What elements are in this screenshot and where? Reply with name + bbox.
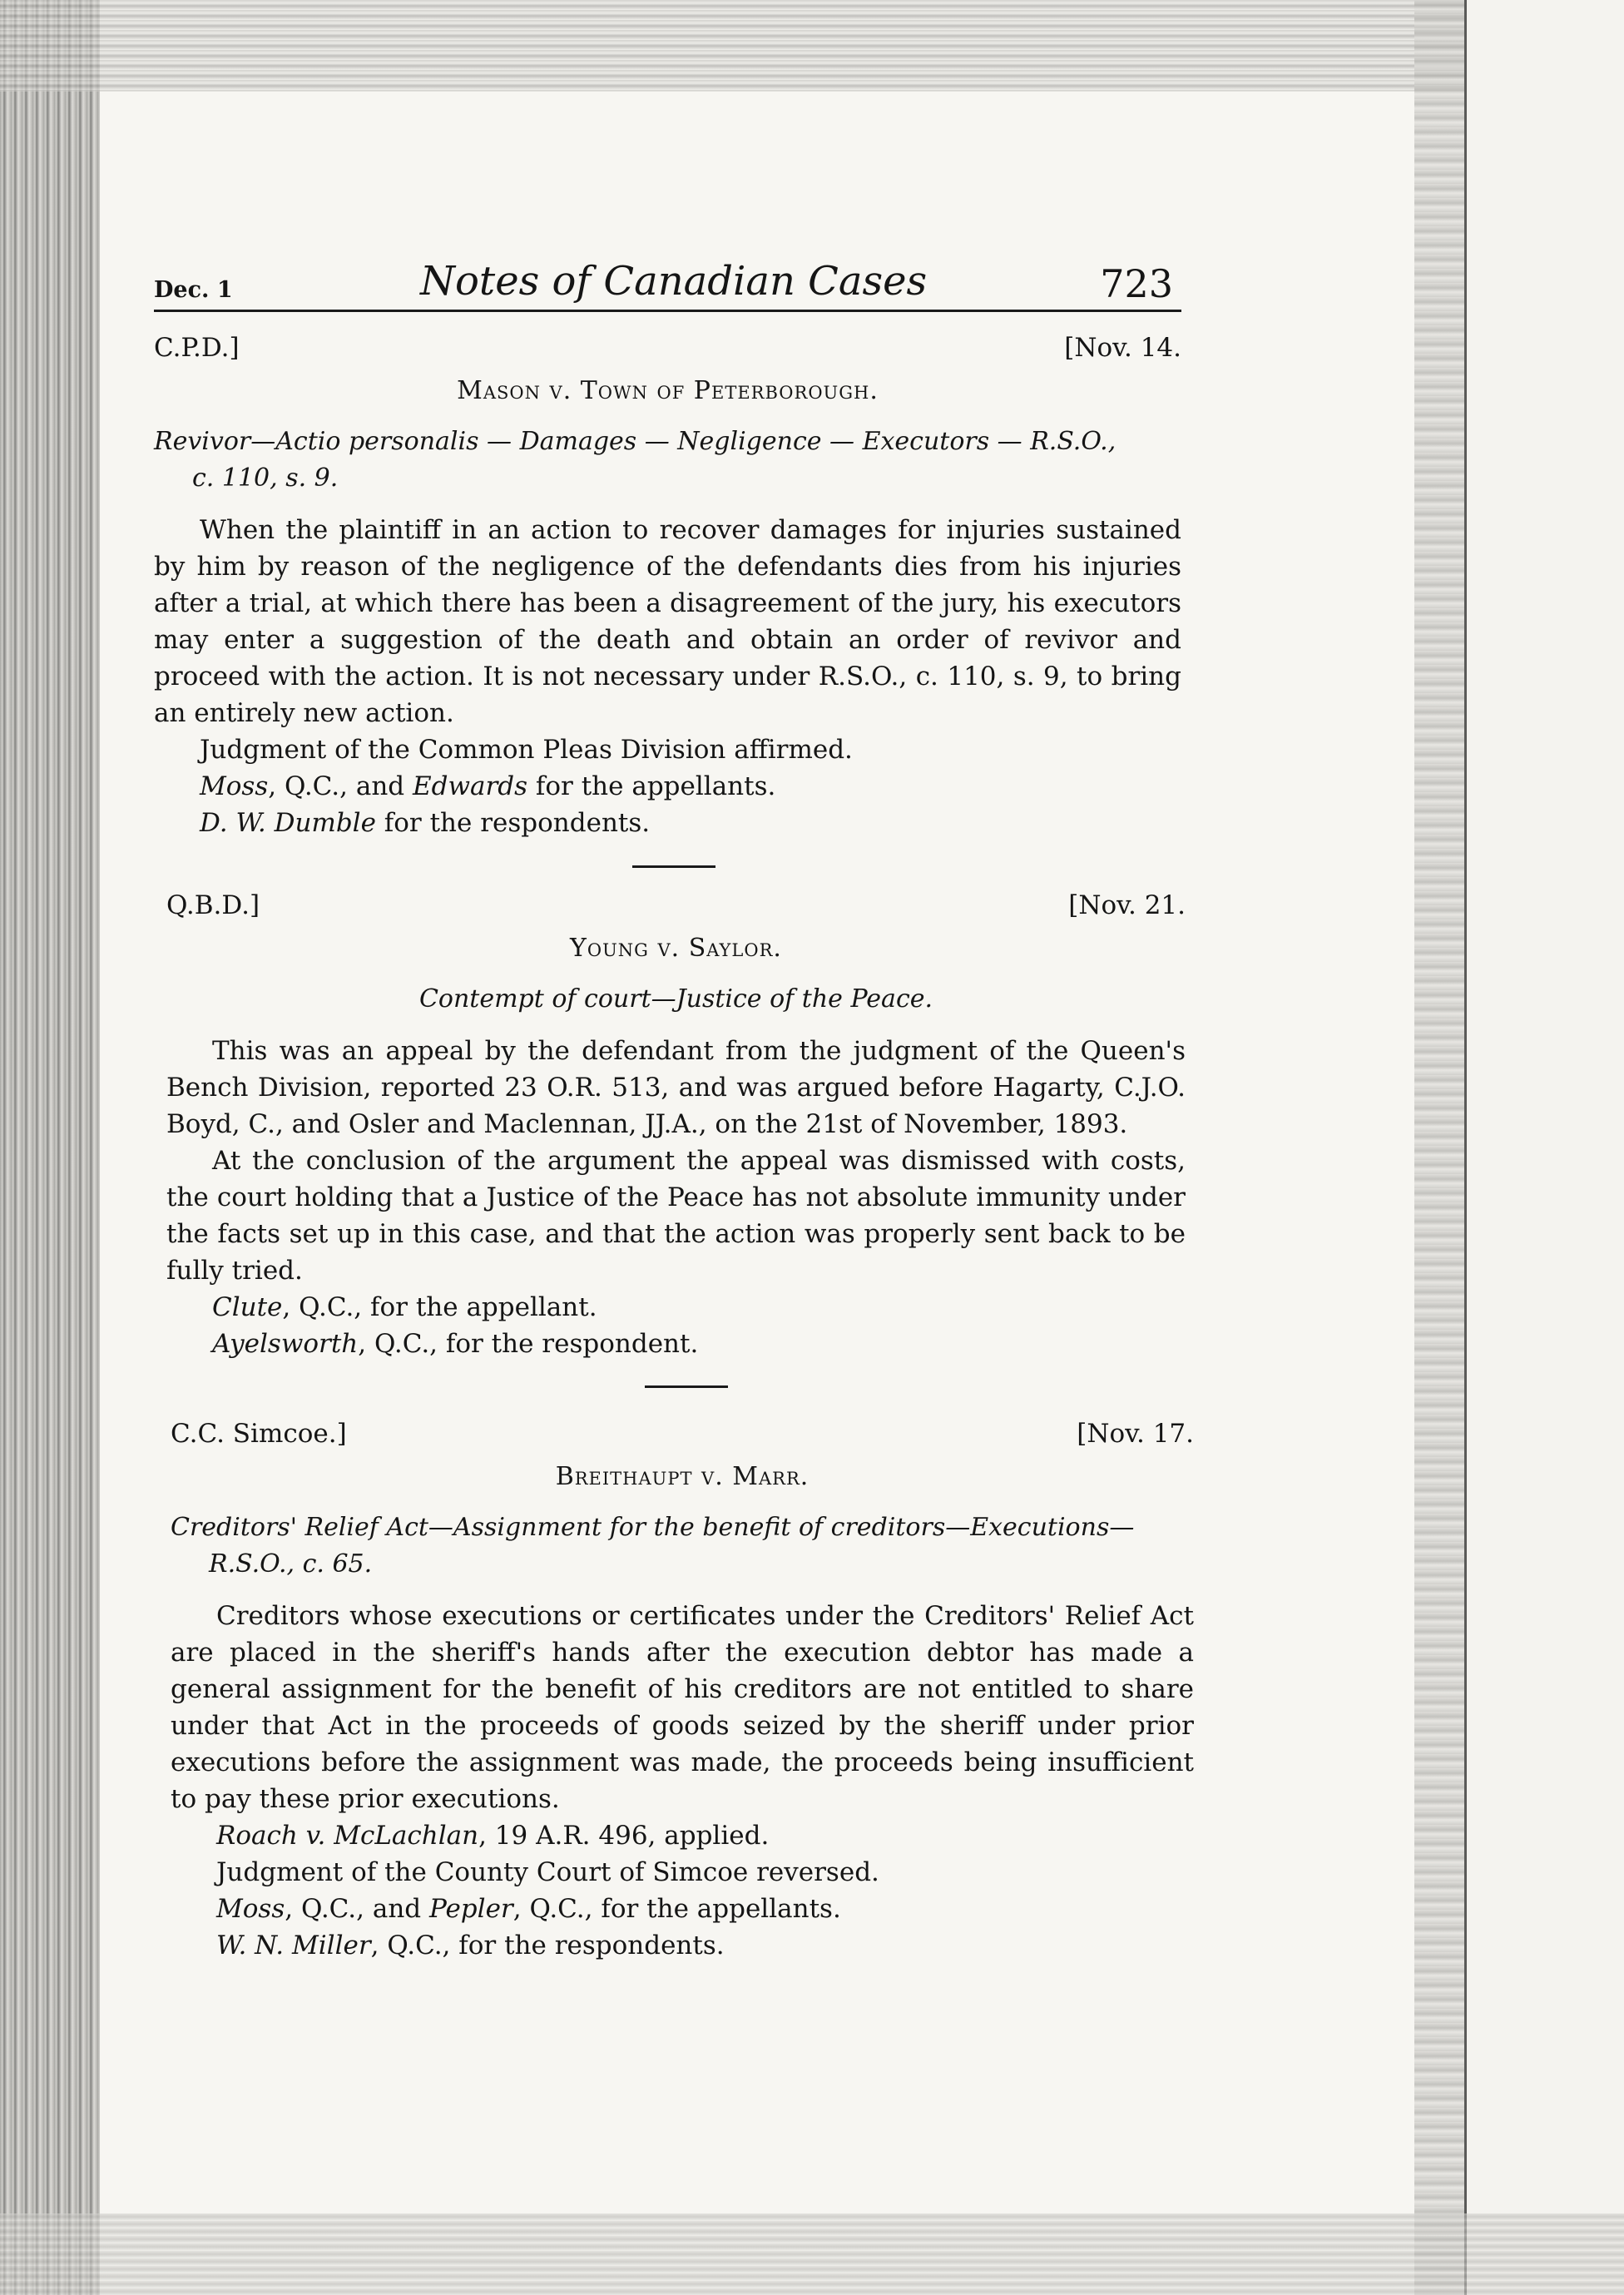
case-date: [Nov. 17. (1077, 1419, 1194, 1449)
case-summary-continued: At the conclusion of the argument the appeal was dismissed with costs, the court holding that a Justice of the Peace has not absolute immunity under the facts set up in this case, and that the action was properly sent back to be fully tried. (166, 1146, 1186, 1286)
counsel-text: , Q.C., for the respondents. (370, 1931, 725, 1960)
court-name: C.P.D.] (154, 333, 240, 363)
counsel-name: Edwards (413, 771, 528, 801)
scan-border-right (1414, 0, 1464, 2295)
counsel-text: , Q.C., for the respondent. (358, 1329, 699, 1359)
counsel-name: Moss (200, 771, 269, 801)
counsel-appellants (171, 1891, 1194, 1927)
counsel-name: D. W. Dumble (200, 808, 376, 838)
case-date: [Nov. 21. (1068, 890, 1186, 920)
case-court-line (154, 333, 1181, 371)
case-title: Young v. Saylor. (570, 934, 782, 963)
counsel-name: Moss (216, 1894, 285, 1924)
case-date: [Nov. 14. (1064, 333, 1181, 363)
counsel-appellant (166, 1289, 1186, 1326)
adjacent-page-edge (1464, 0, 1624, 2295)
counsel-name: W. N. Miller (216, 1931, 371, 1960)
counsel-respondents (154, 805, 1181, 841)
counsel-text: , Q.C., and (268, 771, 413, 801)
counsel-text: for the respondents. (375, 808, 651, 838)
headnote-line: Revivor—Actio personalis — Damages — Negligence — Executors — R.S.O., (154, 427, 1116, 456)
case-young-v-saylor (166, 890, 1186, 1362)
counsel-name: Clute (212, 1292, 283, 1322)
counsel-respondents (171, 1927, 1194, 1964)
counsel-name: Ayelsworth (212, 1329, 359, 1359)
counsel-text: , Q.C., for the appellant. (282, 1292, 597, 1322)
header-date: Dec. 1 (154, 277, 233, 303)
section-divider (632, 865, 715, 868)
counsel-text: for the appellants. (527, 771, 776, 801)
case-summary: When the plaintiff in an action to recover damages for injuries sustained by him by reason of the negligence of the defendants dies from his injuries after a trial, at which there has been a disagreement of the jury, his executors may enter a suggestion of the death and obtain an order of revivor and proceed with the action. It is not necessary under R.S.O., c. 110, s. 9, to bring an entirely new action. (154, 515, 1181, 728)
case-court-line (166, 890, 1186, 929)
court-name: Q.B.D.] (166, 890, 260, 920)
scan-border-top (0, 0, 1624, 92)
case-summary: This was an appeal by the defendant from the judgment of the Queen's Bench Division, reported 23 O.R. 513, and was argued before Hagarty, C.J.O. Boyd, C., and Osler and Maclennan, JJ.A., on the 21st of November, 1893. (166, 1036, 1186, 1139)
case-title: Breithaupt v. Marr. (555, 1462, 810, 1491)
authority-name: Roach v. McLachlan (216, 1821, 479, 1851)
case-headnote (154, 424, 1181, 497)
counsel-respondent (166, 1326, 1186, 1362)
case-mason-v-peterborough (154, 333, 1181, 841)
headnote-line: R.S.O., c. 65. (209, 1549, 373, 1579)
case-judgment: Judgment of the Common Pleas Division affirmed. (200, 735, 853, 765)
case-headnote (171, 1509, 1194, 1583)
scan-border-left (0, 0, 100, 2295)
headnote-line: c. 110, s. 9. (192, 463, 339, 493)
counsel-text: , Q.C., for the appellants. (512, 1894, 841, 1924)
court-name: C.C. Simcoe.] (171, 1419, 347, 1449)
case-headnote (166, 981, 1186, 1018)
case-title: Mason v. Town of Peterborough. (457, 376, 879, 405)
case-authority (171, 1817, 1194, 1854)
page-number: 723 (1100, 261, 1173, 306)
case-court-line (171, 1419, 1194, 1457)
counsel-text: , Q.C., and (285, 1894, 429, 1924)
running-header (154, 250, 1181, 312)
scan-border-bottom (0, 2213, 1624, 2295)
authority-text: , 19 A.R. 496, applied. (478, 1821, 770, 1851)
counsel-name: Pepler (429, 1894, 513, 1924)
case-summary: Creditors whose executions or certificates under the Creditors' Relief Act are placed in the sheriff's hands after the execution debtor has made a general assignment for the benefit of his creditors are not entitled to share under that Act in the proceeds of goods seized by the sheriff under prior executions before the assignment was made, the proceeds being insufficient to pay these prior executions. (171, 1601, 1194, 1814)
headnote-line: Contempt of court—Justice of the Peace. (418, 984, 933, 1014)
case-breithaupt-v-marr (171, 1419, 1194, 1964)
case-judgment: Judgment of the County Court of Simcoe reversed. (216, 1857, 879, 1887)
section-divider (645, 1385, 728, 1388)
headnote-line: Creditors' Relief Act—Assignment for the benefit of creditors—Executions— (171, 1513, 1135, 1542)
header-title: Notes of Canadian Cases (420, 258, 928, 305)
counsel-appellants (154, 768, 1181, 805)
